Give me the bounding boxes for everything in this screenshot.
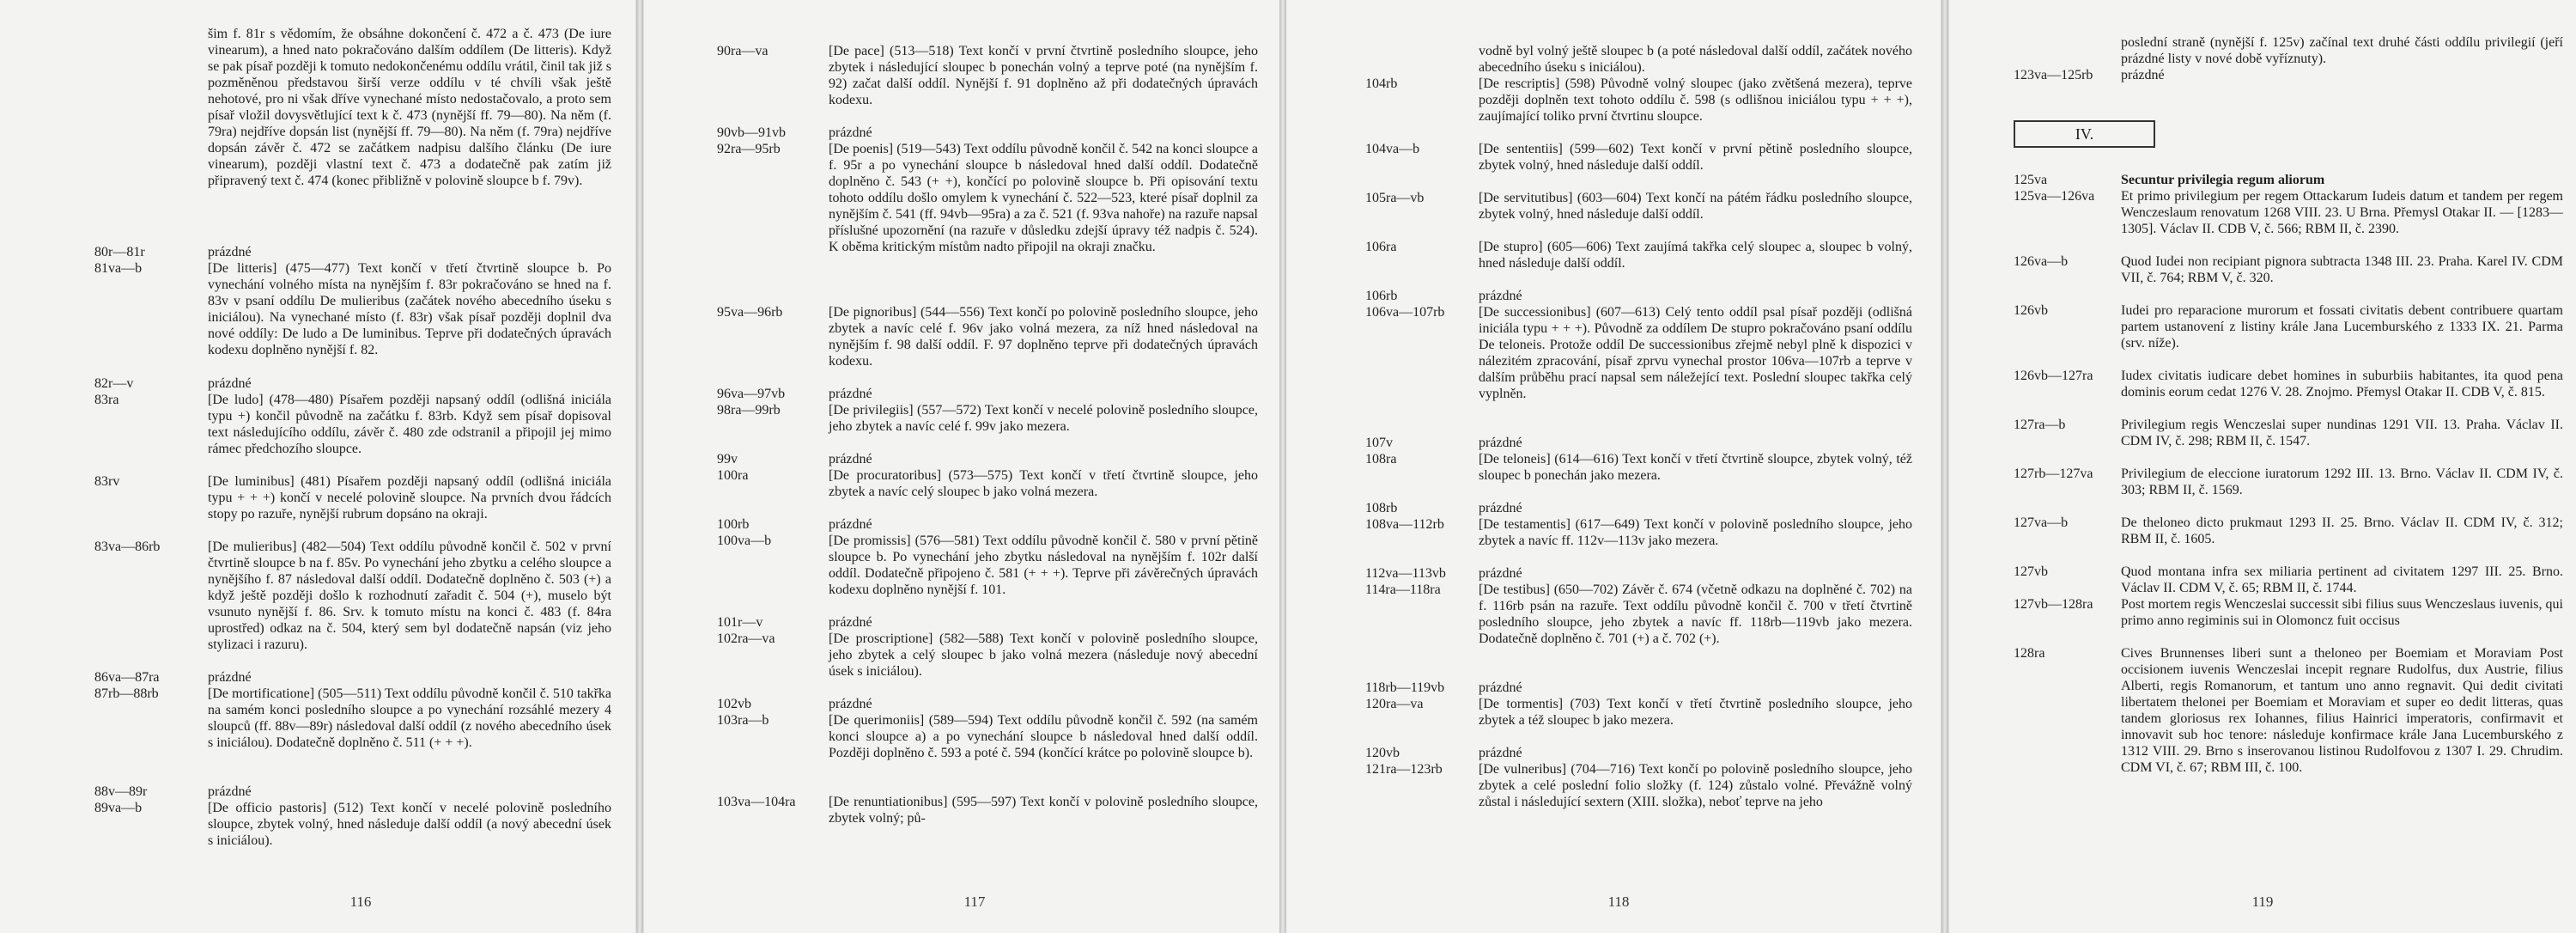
folio-ref: 118rb—119vb <box>1365 680 1445 695</box>
entry-text: prázdné <box>1479 289 1522 303</box>
folio-ref: 106va—107rb <box>1365 305 1445 320</box>
folio-ref: 108va—112rb <box>1365 517 1444 532</box>
entry-text: prázdné <box>2121 68 2165 82</box>
folio-ref: 106ra <box>1365 240 1397 254</box>
entry-text: [De officio pastoris] (512) Text končí v necelé polovině posledního sloupce, zbytek volný, hned následuje další oddíl (a nový abecední úsek s iniciálou). <box>208 801 611 848</box>
page-number: 117 <box>963 893 986 910</box>
folio-ref: 128ra <box>2014 646 2045 661</box>
folio-ref: 103ra—b <box>717 713 769 728</box>
entry-text: [De vulneribus] (704—716) Text končí po polovině posledního sloupce, jeho zbytek a celé poslední folio složky (f. 124) zůstalo volné. Převážně volný zůstal i následující sextern (XIII. složka), neboť teprve na jeho <box>1479 762 1912 809</box>
page-number: 118 <box>1607 893 1630 910</box>
entry-text: [De successionibus] (607—613) Celý tento oddíl psal písař později (odlišná iniciála typu + + +). Původně za oddílem De stupro pokračováno psaní oddílu De teloneis. Protože oddíl De successionibus zřejmě nebyl plně k dispozici v nálezitém zpracování, písař zprvu vynechal prostor 106va—107rb a teprve v dalším průběhu prací napsal sem náležející text. Poslední sloupec takřka celý vyplněn. <box>1479 305 1912 401</box>
page-118 <box>1288 0 1941 933</box>
folio-ref: 112va—113vb <box>1365 566 1446 581</box>
entry-text: [De procuratoribus] (573—575) Text končí v třetí čtvrtině sloupce, jeho zbytek a navíc celý sloupec b jako volná mezera. <box>829 468 1258 499</box>
entry-text: [De tormentis] (703) Text končí v třetí čtvrtině posledního sloupce, jeho zbytek a též sloupec b jako mezera. <box>1479 697 1912 728</box>
entry-text: Privilegium regis Wenczeslai super nundinas 1291 VII. 13. Praha. Václav II. CDM IV, č. 298; RBM II, č. 1547. <box>2121 418 2563 448</box>
folio-ref: 121ra—123rb <box>1365 762 1443 777</box>
folio-ref: 83rv <box>94 474 120 489</box>
entry-text: prázdné <box>208 245 252 259</box>
folio-ref: 108rb <box>1365 501 1398 515</box>
book-gutter <box>1279 0 1286 933</box>
folio-ref: 126va—b <box>2014 254 2069 269</box>
folio-ref: 82r—v <box>94 376 134 391</box>
entry-text: [De teloneis] (614—616) Text končí v třetí čtvrtině sloupce, zbytek volný, též sloupec b ponechán jako mezera. <box>1479 452 1912 483</box>
page-number: 116 <box>349 893 372 910</box>
entry-text: [De servitutibus] (603—604) Text končí na pátém řádku posledního sloupce, zbytek volný, hned následuje další oddíl. <box>1479 191 1912 222</box>
entry-text: prázdné <box>1479 566 1522 581</box>
entry-text: Post mortem regis Wenczeslai successit sibi filius suus Wenczeslaus iuvenis, qui primo anno regiminis sui in Olomoncz fuit occisus <box>2121 597 2563 628</box>
entry-text: prázdné <box>208 376 252 391</box>
folio-ref: 125va—126va <box>2014 189 2095 204</box>
book-gutter <box>1941 0 1948 933</box>
folio-ref: 126vb—127ra <box>2014 369 2093 383</box>
folio-ref: 96va—97vb <box>717 387 786 401</box>
folio-ref: 81va—b <box>94 261 143 276</box>
entry-text: De theloneo dicto prukmaut 1293 II. 25. Brno. Václav II. CDM IV, č. 312; RBM II, č. 1605. <box>2121 515 2563 546</box>
folio-ref: 127vb <box>2014 564 2048 579</box>
folio-ref: 103va—104ra <box>717 795 796 809</box>
folio-ref: 108ra <box>1365 452 1397 466</box>
entry-text: prázdné <box>829 387 872 401</box>
folio-ref: 123va—125rb <box>2014 68 2093 82</box>
entry-text: prázdné <box>1479 501 1522 515</box>
folio-ref: 102ra—va <box>717 631 775 646</box>
folio-ref: 86va—87ra <box>94 670 160 685</box>
entry-text: prázdné <box>208 784 252 799</box>
folio-ref: 106rb <box>1365 289 1398 303</box>
folio-ref: 101r—v <box>717 615 763 630</box>
entry-text: Privilegium de eleccione iuratorum 1292 III. 13. Brno. Václav II. CDM IV, č. 303; RBM II, č. 1569. <box>2121 466 2563 497</box>
entry-text: prázdné <box>829 697 872 711</box>
folio-ref: 95va—96rb <box>717 305 783 320</box>
folio-ref: 127vb—128ra <box>2014 597 2093 612</box>
entry-text: prázdné <box>829 517 872 532</box>
folio-ref: 89va—b <box>94 801 143 815</box>
folio-ref: 100rb <box>717 517 750 532</box>
entry-text: [De sententiis] (599—602) Text končí v první pětině posledního sloupce, zbytek volný, hned následuje další oddíl. <box>1479 142 1912 173</box>
folio-ref: 92ra—95rb <box>717 142 781 156</box>
entry-text: [De querimoniis] (589—594) Text oddílu původně končil č. 592 (na samém konci sloupce a) a po vynechání sloupce b následoval hned další oddíl. Později doplněno č. 593 a poté č. 594 (končící krátce po polovině sloupce b). <box>829 713 1258 760</box>
entry-text: [De renuntiationibus] (595—597) Text končí v polovině posledního sloupce, zbytek volný; pů- <box>829 795 1258 826</box>
entry-text: prázdné <box>829 615 872 630</box>
folio-ref: 114ra—118ra <box>1365 582 1441 597</box>
entry-text: poslední straně (nynější f. 125v) začínal text druhé části oddílu privilegií (jeří prázdné listy v nové době vyříznuty). <box>2121 35 2563 66</box>
folio-ref: 120ra—va <box>1365 697 1424 711</box>
entry-text: [De rescriptis] (598) Původně volný sloupec (jako zvětšená mezera), teprve později doplněn text tohoto oddílu č. 598 (s odlišnou iniciálou typu + + +), zaujímající tolikо první čtvrtinu sloupce. <box>1479 76 1912 124</box>
folio-ref: 83va—86rb <box>94 540 161 554</box>
entry-text: Cives Brunnenses liberi sunt a theloneo per Boemiam et Moraviam Post occisionem iuvenis Wenczeslai incepit regnare Rudolfus, dux Austrie, filius Alberti, regis Romanorum, et tantum uno anno regnavit. Qui dedit civitati libertatem thelonei per Boemiam et Moraviam et super eo dedit litteras, quas tandem gloriosus rex Iohannes, filius Hainrici imperatoris, confirmavit et innovavit sub hoc tenore: následuje konfirmace krále Jana Lucemburského z 1312 VIII. 29. Brno s inserovanou listinou Rudolfovou z 1307 I. 29. Chrudim. CDM VI, č. 67; RBM III, č. 100. <box>2121 646 2563 775</box>
folio-ref: 90ra—va <box>717 44 769 58</box>
folio-ref: 100ra <box>717 468 749 483</box>
page-number: 119 <box>2251 893 2274 910</box>
entry-text: prázdné <box>1479 746 1522 760</box>
folio-ref: 127rb—127va <box>2014 466 2093 481</box>
entry-text: Quod montana infra sex miliaria pertinent ad civitatem 1297 III. 25. Brno. Václav II. CDM V, č. 65; RBM II, č. 1744. <box>2121 564 2563 595</box>
entry-text: prázdné <box>1479 680 1522 695</box>
folio-ref: 104rb <box>1365 76 1398 91</box>
entry-text: [De luminibus] (481) Písařem později napsaný oddíl (odlišná iniciála typu + + +) končí v necelé polovině sloupce. Na prvních dvou řádcích stopy po razuře, nynější rubrum dopsáno na okraji. <box>208 474 611 521</box>
folio-ref: 88v—89r <box>94 784 148 799</box>
entry-text: [De promissis] (576—581) Text oddílu původně končil č. 580 v první pětině sloupce b. Po vynechání jeho zbytku následoval na nynějším f. 102r další oddíl. Dodatečně připojeno č. 581 (+ + +). Teprve při závěrečných úpravách kodexu doplněno nynější f. 101. <box>829 534 1258 597</box>
folio-ref: 126vb <box>2014 303 2048 318</box>
folio-ref: 90vb—91vb <box>717 125 786 140</box>
entry-text: [De ludo] (478—480) Písařem později napsaný oddíl (odlišná iniciála typu +) končil původně na začátku f. 83rb. Když sem písař dopisoval text následujícího oddílu, závěr č. 480 zde odstranil a připojil jej mimo rámec předchozího sloupce. <box>208 393 611 456</box>
page-117 <box>644 0 1288 933</box>
entry-text: [De poenis] (519—543) Text oddílu původně končil č. 542 na konci sloupce a f. 95r a po vynechání sloupce b následoval hned další oddíl. Dodatečně doplněno č. 543 (+ +), končící po polovině sloupce b. Při opisování textu tohoto oddílu došlo omylem k vynechání č. 522—523, které písař doplnil za nynějším č. 541 (ff. 94vb—95ra) a za č. 521 (f. 93va nahoře) na razuře napsal příslušné upozornění (na razuře v důsledku zdejší úpravy též nadpis č. 524). K oběma kritickým místům nadto připojil na okraji značku. <box>829 142 1258 254</box>
entry-text: Iudex civitatis iudicare debet homines in suburbiis habitantes, ita quod pena dominis eorum cedat 1276 V. 28. Znojmo. Přemysl Otakar II. CDB V, č. 815. <box>2121 369 2563 399</box>
entry-text: prázdné <box>829 125 872 140</box>
entry-text: [De testibus] (650—702) Závěr č. 674 (včetně odkazu na doplněné č. 702) na f. 116rb psán na razuře. Text oddílu původně končil č. 700 v třetí čtvrtině posledního sloupce, jeho zbytek a navíc ff. 118rb—119vb jako mezera. Dodatečně doplněno č. 701 (+) a č. 702 (+). <box>1479 582 1912 646</box>
entry-text: Et primo privilegium per regem Ottackarum Iudeis datum et tandem per regem Wenczeslaum renovatum 1268 VIII. 23. U Brna. Přemysl Otakar II. — [1283—1305]. Václav II. CDB V, č. 566; RBM II, č. 2390. <box>2121 189 2563 236</box>
folio-ref: 102vb <box>717 697 751 711</box>
entry-text: [De litteris] (475—477) Text končí v třetí čtvrtině sloupce b. Po vynechání volného místa na nynějším f. 83r pokračováno se hned na f. 83v v psaní oddílu De mulieribus (začátek nového abecedního úseku s iniciálou). Na vynechané místo (f. 83r) však písař později doplnil dva nové oddíly: De ludo a De luminibus. Teprve při dodatečných úpravách kodexu doplněno nynější f. 82. <box>208 261 611 357</box>
folio-ref: 98ra—99rb <box>717 403 781 418</box>
folio-ref: 99v <box>717 452 738 466</box>
entry-text: prázdné <box>208 670 252 685</box>
entry-text: [De pignoribus] (544—556) Text končí po polovině posledního sloupce, jeho zbytek a navíc celé f. 96v jako volná mezera, za níž hned následoval na nynějším f. 98 další oddíl. F. 97 doplněno teprve při dodatečných úpravách kodexu. <box>829 305 1258 369</box>
entry-text: prázdné <box>1479 436 1522 450</box>
entry-text: Quod Iudei non recipiant pignora subtracta 1348 III. 23. Praha. Karel IV. CDM VII, č. 764; RBM V, č. 320. <box>2121 254 2563 285</box>
folio-ref: 125va <box>2014 173 2048 187</box>
folio-ref: 120vb <box>1365 746 1400 760</box>
entry-text: prázdné <box>829 452 872 466</box>
folio-ref: 127ra—b <box>2014 418 2066 432</box>
folio-ref: 87rb—88rb <box>94 686 159 701</box>
entry-text: šim f. 81r s vědomím, že obsáhne dokončení č. 472 a č. 473 (De iure vinearum), a hned nato pokračováno dalším oddílem (De litteris). Když se pak písař později k tomuto nedokončenému oddílu vrátil, činil tak již s pozměněnou představou širší verze oddílu v té chvíli však ještě nehotové, pro ni však dříve vynechané místo nedostačovalo, a proto sem písař vložil dovysvětlující text k č. 473 (nynější ff. 79—80). Na něm (f. 79ra) nejdříve dopsán list (nynější ff. 79—80). Na něm (f. 79ra) nejdříve dopsán závěr č. 472 se začátkem nadpisu dalšího článku (De iure vinearum), později vlastní text č. 473 a dodatečně pak zatím již připravený text č. 474 (konec přibližně v polovině sloupce b f. 79v). <box>208 27 611 188</box>
entry-text: Secuntur privilegia regum aliorum <box>2121 173 2325 187</box>
folio-ref: 83ra <box>94 393 119 407</box>
section-heading: IV. <box>2014 120 2155 148</box>
folio-ref: 127va—b <box>2014 515 2069 530</box>
folio-ref: 105ra—vb <box>1365 191 1425 205</box>
folio-ref: 104va—b <box>1365 142 1420 156</box>
entry-text: [De mulieribus] (482—504) Text oddílu původně končil č. 502 v první čtvrtině sloupce b na f. 85v. Po vynechání jeho zbytku a celého sloupce a nynějšího f. 87 následoval další oddíl. Dodatečně doplněno č. 503 (+) a když ještě později došlo k rozhodnutí zařadit č. 504 (+), muselo být vsunuto nynější f. 86. Srv. k tomuto místu na konci č. 483 (f. 84ra uprostřed) odkaz na č. 504, který sem byl dodatečně napsán (viz jeho stylizaci i razuru). <box>208 540 611 652</box>
entry-text: [De stupro] (605—606) Text zaujímá takřka celý sloupec a, sloupec b volný, hned následuje další oddíl. <box>1479 240 1912 271</box>
entry-text: [De proscriptione] (582—588) Text končí v polovině posledního sloupce, jeho zbytek a celý sloupec b jako volná mezera (následuje nový abecední úsek s iniciálou). <box>829 631 1258 679</box>
entry-text: Iudei pro reparacione murorum et fossati civitatis debent contribuere quartam partem ustanovení z listiny krále Jana Lucemburského z 1333 IX. 21. Parma (srv. níže). <box>2121 303 2563 351</box>
folio-ref: 107v <box>1365 436 1393 450</box>
page-119 <box>1949 0 2576 933</box>
book-gutter <box>636 0 643 933</box>
entry-text: vodně byl volný ještě sloupec b (a poté následoval další oddíl, začátek nového abecedního úseku s iniciálou). <box>1479 44 1912 75</box>
page-116 <box>0 0 635 933</box>
folio-ref: 80r—81r <box>94 245 145 259</box>
entry-text: [De mortificatione] (505—511) Text oddílu původně končil č. 510 takřka na samém konci posledního sloupce a po vynechání rozsáhlé mezery 4 sloupců (ff. 88v—89r) následoval další oddíl (z nového abecedního úsek s iniciálou). Dodatečně doplněno č. 511 (+ + +). <box>208 686 611 750</box>
entry-text: [De pace] (513—518) Text končí v první čtvrtině posledního sloupce, jeho zbytek i následující sloupec b ponechán volný a teprve poté (na nynějším f. 92) začat další oddíl. Nynější f. 91 doplněno až při dodatečných úpravách kodexu. <box>829 44 1258 107</box>
entry-text: [De testamentis] (617—649) Text končí v polovině posledního sloupce, jeho zbytek a navíc ff. 112v—113v jako mezera. <box>1479 517 1912 548</box>
folio-ref: 100va—b <box>717 534 772 548</box>
entry-text: [De privilegiis] (557—572) Text končí v necelé polovině posledního sloupce, jeho zbytek a navíc celé f. 99v jako mezera. <box>829 403 1258 434</box>
